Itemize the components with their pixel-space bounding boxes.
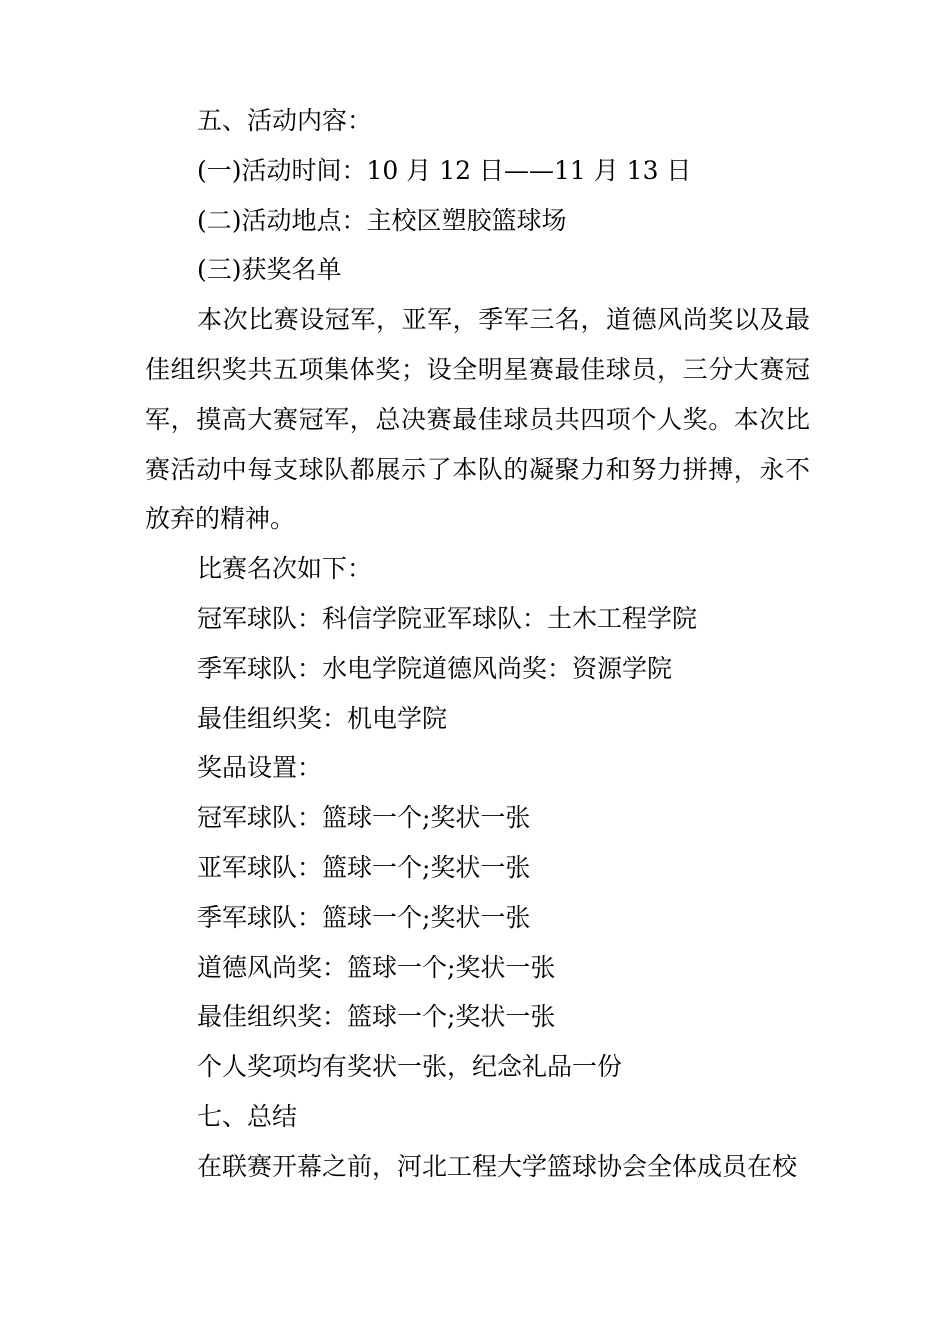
activity-time: (一)活动时间：10 月 12 日——11 月 13 日 bbox=[197, 155, 692, 185]
prize-line: 个人奖项均有奖状一张，纪念礼品一份 bbox=[197, 1052, 623, 1082]
ranking-line: 季军球队：水电学院道德风尚奖：资源学院 bbox=[197, 653, 673, 683]
prize-line: 亚军球队：篮球一个;奖状一张 bbox=[197, 852, 531, 882]
summary-text: 在联赛开幕之前，河北工程大学篮球协会全体成员在校 bbox=[197, 1151, 798, 1181]
section-heading: 五、活动内容： bbox=[197, 106, 373, 135]
winners-heading: (三)获奖名单 bbox=[197, 255, 342, 285]
activity-place: (二)活动地点：主校区塑胶篮球场 bbox=[197, 205, 567, 235]
rankings-heading: 比赛名次如下： bbox=[197, 554, 373, 584]
prize-line: 道德风尚奖：篮球一个;奖状一张 bbox=[197, 952, 556, 982]
document-page bbox=[145, 96, 810, 1192]
awards-paragraph: 本次比赛设冠军，亚军，季军三名，道德风尚奖以及最佳组织奖共五项集体奖；设全明星赛最佳球员，三分大赛冠军，摸高大赛冠军，总决赛最佳球员共四项个人奖。本次比赛活动中每支球队都展示了本队的凝聚力和努力拼搏，永不放弃的精神。 bbox=[145, 305, 810, 534]
prize-line: 季军球队：篮球一个;奖状一张 bbox=[197, 902, 531, 932]
prizes-heading: 奖品设置： bbox=[197, 753, 323, 783]
prize-line: 冠军球队：篮球一个;奖状一张 bbox=[197, 803, 531, 833]
ranking-line: 最佳组织奖：机电学院 bbox=[197, 703, 448, 733]
summary-heading: 七、总结 bbox=[197, 1101, 298, 1131]
prize-line: 最佳组织奖：篮球一个;奖状一张 bbox=[197, 1002, 556, 1032]
ranking-line: 冠军球队：科信学院亚军球队：土木工程学院 bbox=[197, 603, 698, 633]
